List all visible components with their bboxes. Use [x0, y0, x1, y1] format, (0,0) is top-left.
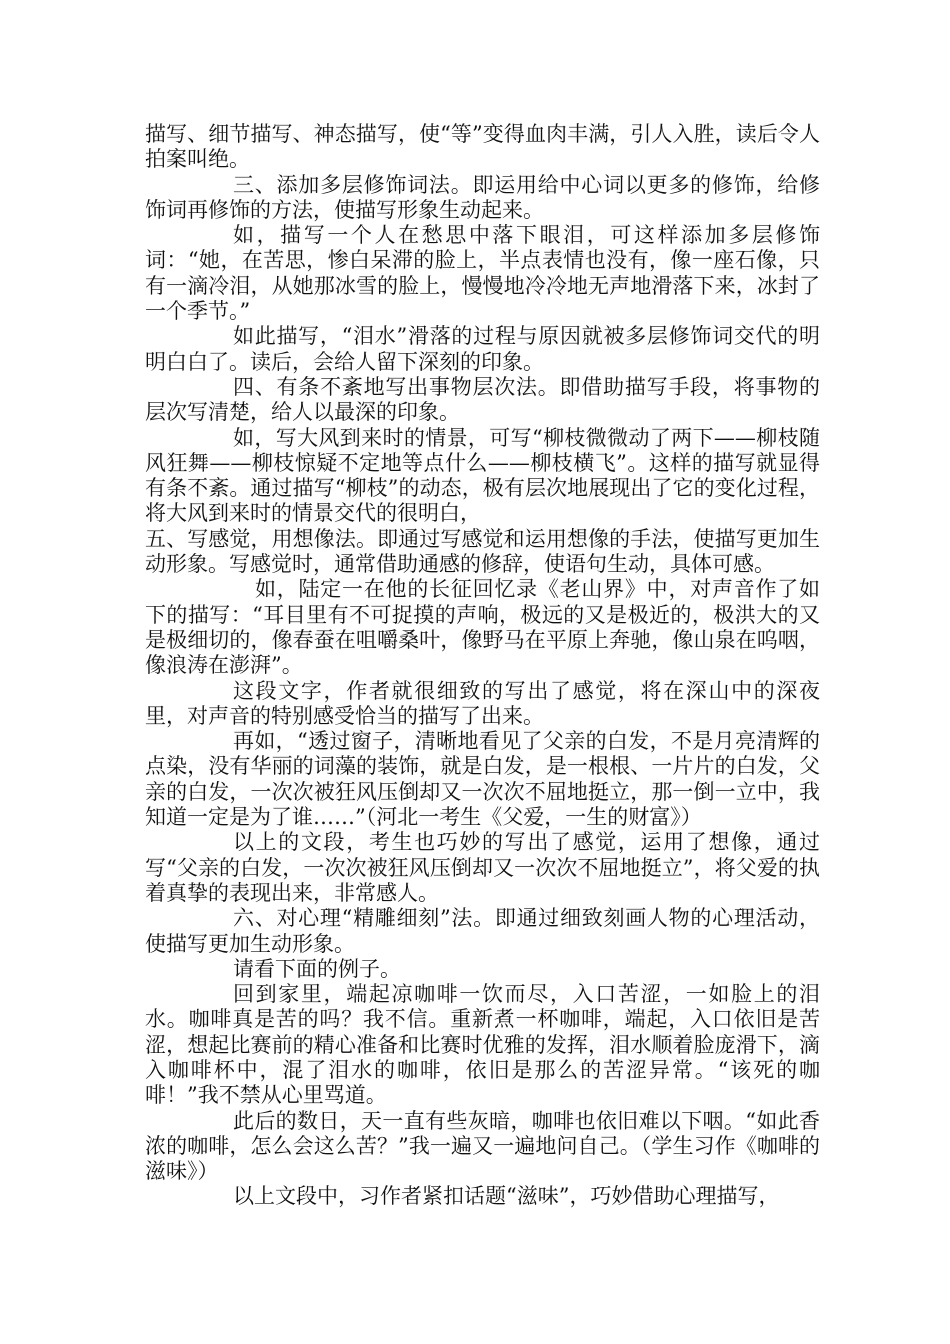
paragraph: 这段文字，作者就很细致的写出了感觉，将在深山中的深夜里，对声音的特别感受恰当的描写了出来。: [145, 678, 820, 728]
paragraph: 请看下面的例子。: [233, 956, 401, 981]
paragraph: 六、对心理“精雕细刻”法。即通过细致刻画人物的心理活动，使描写更加生动形象。: [145, 906, 820, 956]
paragraph: 此后的数日，天一直有些灰暗，咖啡也依旧难以下咽。“如此香浓的咖啡，怎么会这么苦？”我一遍又一遍地问自己。（学生习作《咖啡的滋味》）: [145, 1108, 820, 1184]
paragraph: 三、添加多层修饰词法。即运用给中心词以更多的修饰，给修饰词再修饰的方法，使描写形象生动起来。: [145, 172, 820, 222]
body-text: [145, 122, 820, 1210]
paragraph: 如，描写一个人在愁思中落下眼泪，可这样添加多层修饰词：“她，在苦思，惨白呆滞的脸上，半点表情也没有，像一座石像，只有一滴冷泪，从她那冰雪的脸上，慢慢地冷冷地无声地滑落下来，冰封了一个季节。”: [145, 223, 820, 324]
paragraph: 再如，“透过窗子，清晰地看见了父亲的白发，不是月亮清辉的点染，没有华丽的词藻的装饰，就是白发，是一根根、一片片的白发，父亲的白发，一次次被狂风压倒却又一次次不屈地挺立，那一倒一立中，我知道一定是为了谁……”（河北一考生《父爱，一生的财富》）: [145, 729, 820, 830]
paragraph: 以上的文段，考生也巧妙的写出了感觉，运用了想像，通过写“父亲的白发，一次次被狂风压倒却又一次次不屈地挺立”，将父爱的执着真挚的表现出来，非常感人。: [145, 830, 820, 905]
paragraph: 如此描写，“泪水”滑落的过程与原因就被多层修饰词交代的明明白白了。读后，会给人留下深刻的印象。: [145, 324, 820, 374]
paragraph: 描写、细节描写、神态描写，使“等”变得血肉丰满，引人入胜，读后令人拍案叫绝。: [145, 122, 820, 172]
paragraph: 四、有条不紊地写出事物层次法。即借助描写手段，将事物的层次写清楚，给人以最深的印象。: [145, 374, 820, 425]
paragraph: 如，陆定一在他的长征回忆录《老山界》中，对声音作了如下的描写：“耳目里有不可捉摸的声响，极远的又是极近的，极洪大的又是极细切的，像春蚕在咀嚼桑叶，像野马在平原上奔驰，像山泉在呜咽，像浪涛在澎湃”。: [145, 577, 820, 678]
paragraph: 如，写大风到来时的情景，可写“柳枝微微动了两下——柳枝随风狂舞——柳枝惊疑不定地等点什么——柳枝横飞”。这样的描写就显得有条不紊。通过描写“柳枝”的动态，极有层次地展现出了它的变化过程，将大风到来时的情景交代的很明白，: [145, 425, 820, 526]
paragraph: 以上文段中，习作者紧扣话题“滋味”，巧妙借助心理描写，: [233, 1184, 780, 1209]
paragraph: 回到家里，端起凉咖啡一饮而尽，入口苦涩，一如脸上的泪水。咖啡真是苦的吗？我不信。重新煮一杯咖啡，端起，入口依旧是苦涩，想起比赛前的精心准备和比赛时优雅的发挥，泪水顺着脸庞滑下，滴入咖啡杯中，混了泪水的咖啡，依旧是那么的苦涩异常。“该死的咖啡！”我不禁从心里骂道。: [145, 982, 820, 1108]
paragraph: 五、写感觉，用想像法。即通过写感觉和运用想像的手法，使描写更加生动形象。写感觉时，通常借助通感的修辞，使语句生动，具体可感。: [145, 526, 820, 577]
